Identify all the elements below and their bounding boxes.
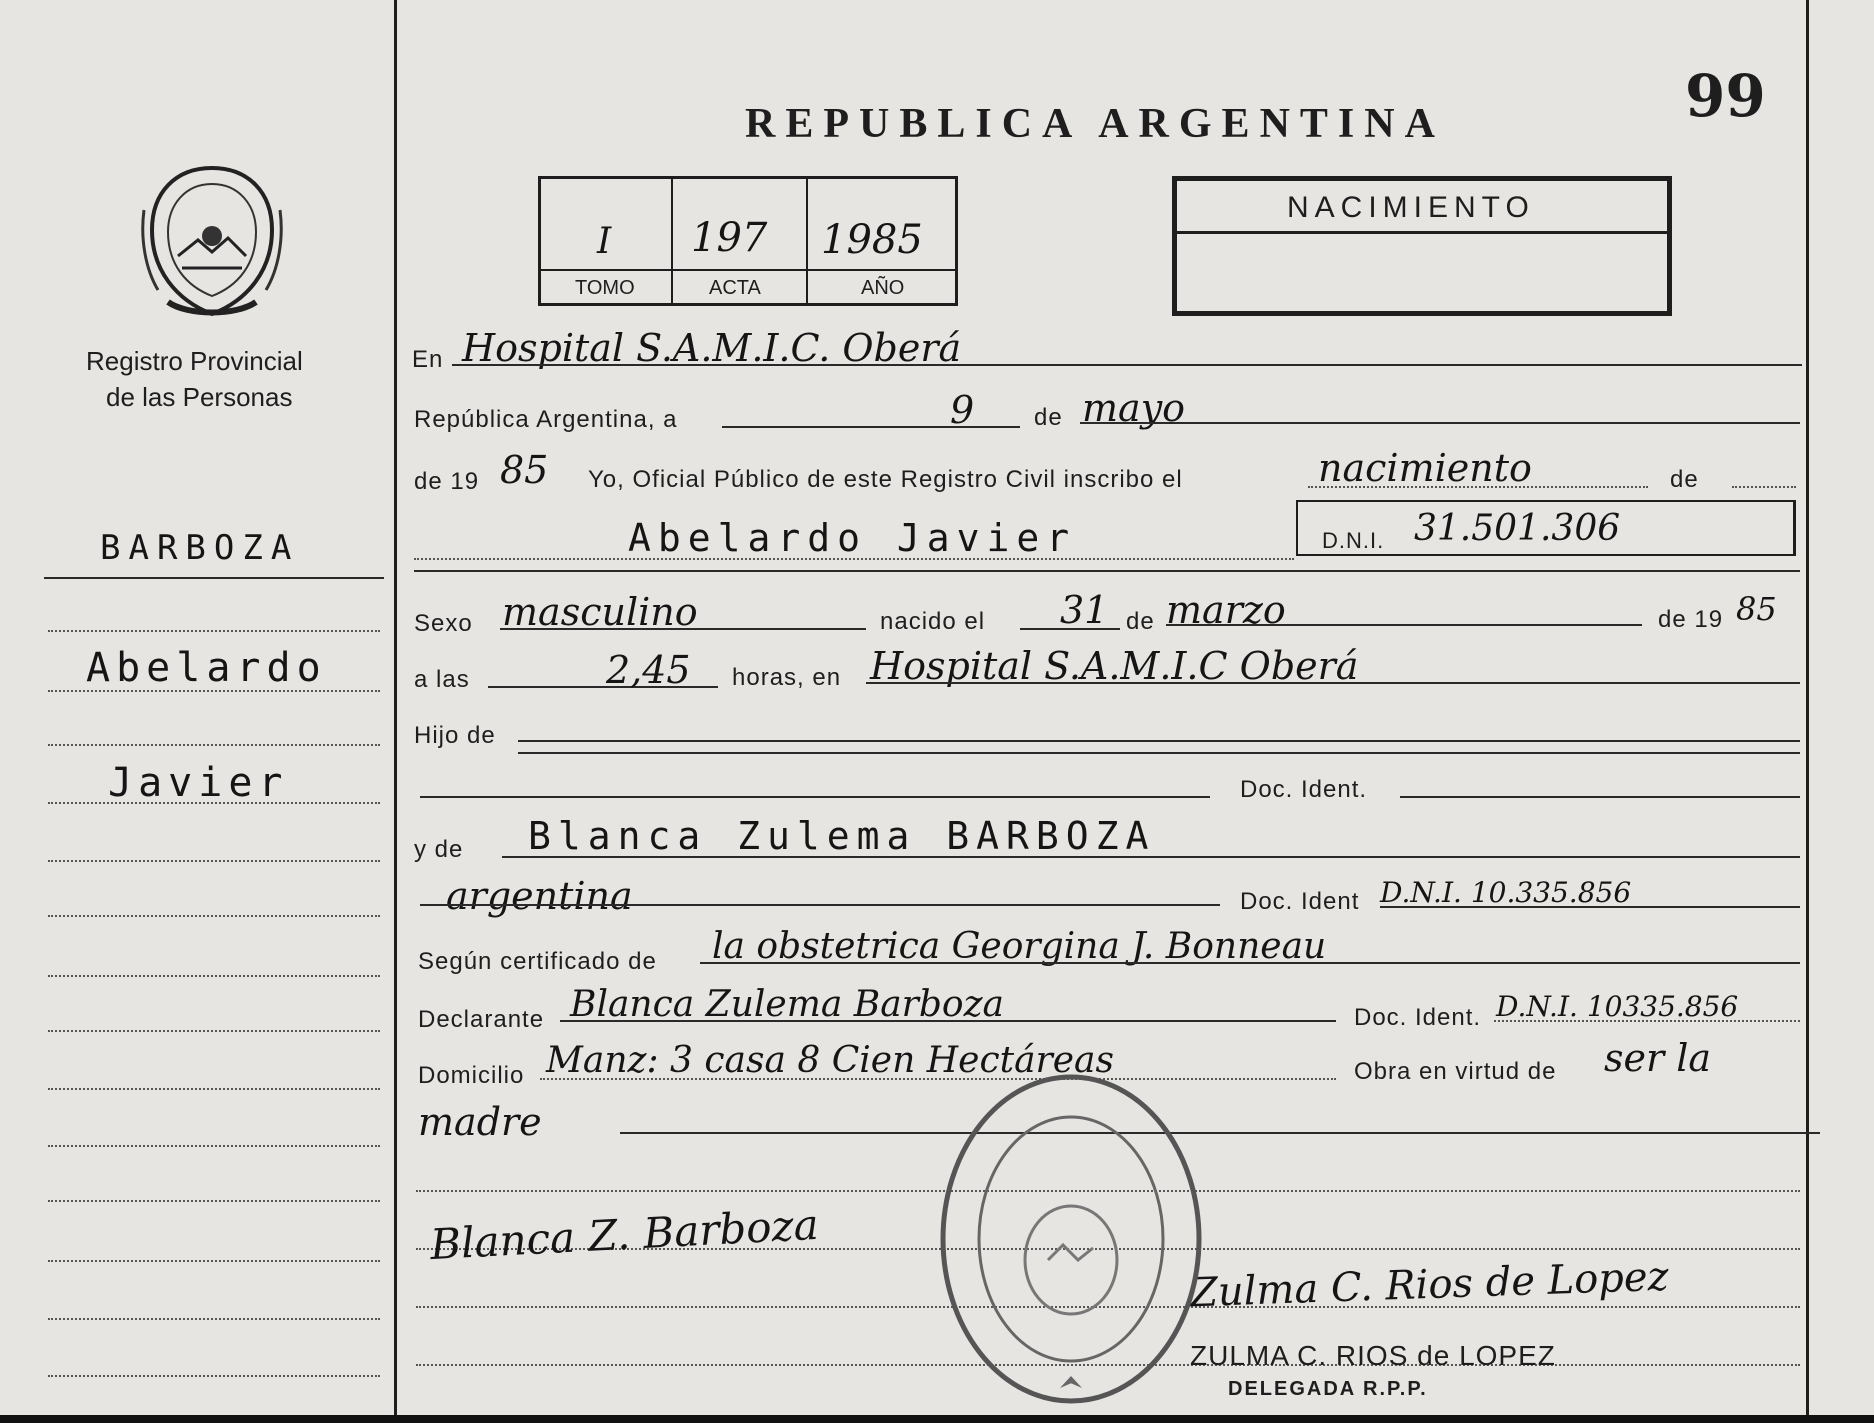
sidebar-dotted-line (48, 802, 380, 804)
sidebar-first-name: Abelardo (86, 645, 327, 691)
label-hijo-de: Hijo de (414, 722, 496, 749)
mother-name-value: Blanca Zulema BARBOZA (528, 814, 1156, 858)
label-domicilio: Domicilio (418, 1062, 525, 1089)
label-segun: Según certificado de (418, 948, 657, 975)
label-y-de: y de (414, 836, 464, 863)
label-a-las: a las (414, 666, 470, 693)
label-de: de (1126, 608, 1155, 635)
sidebar-dotted-line (48, 860, 380, 862)
label-sexo: Sexo (414, 610, 473, 637)
line-father-under (518, 752, 1800, 754)
line-birth-month (1166, 624, 1642, 626)
sidebar-dotted-line (48, 915, 380, 917)
child-dni-value: 31.501.306 (1414, 508, 1621, 549)
declarant-signature: Blanca Z. Barboza (428, 1199, 820, 1270)
record-underline (541, 269, 955, 271)
sidebar-surname: BARBOZA (100, 528, 300, 568)
sidebar-dotted-line (48, 744, 380, 746)
ano-label: AÑO (861, 277, 905, 299)
declarant-doc-value: D.N.I. 10335.856 (1496, 990, 1739, 1023)
label-de-month: de (1034, 404, 1063, 431)
line-certified-by (700, 962, 1800, 964)
record-divider (671, 179, 673, 305)
ano-value: 1985 (821, 217, 923, 263)
declarant-value: Blanca Zulema Barboza (570, 984, 1005, 1025)
label-yo-oficial: Yo, Oficial Público de este Registro Civil inscribo el (588, 466, 1183, 493)
event-value: nacimiento (1318, 446, 1532, 490)
office-name-line2: de las Personas (106, 382, 293, 412)
sidebar-dotted-line (48, 1145, 380, 1147)
day-value: 9 (950, 388, 975, 432)
label-declarante: Declarante (418, 1006, 545, 1033)
sidebar-dotted-line (48, 1260, 380, 1262)
page-number: 99 (1685, 62, 1766, 130)
label-de-19: de 19 (414, 468, 480, 495)
official-signature: Zulma C. Rios de Lopez (1189, 1253, 1670, 1317)
acta-value: 197 (691, 215, 768, 261)
sidebar-second-name: Javier (108, 760, 289, 806)
record-type-underline (1177, 231, 1667, 234)
line-day (722, 426, 1020, 428)
mother-doc-value: D.N.I. 10.335.856 (1380, 876, 1632, 909)
stamp-title: DELEGADA R.P.P. (1228, 1378, 1428, 1400)
label-horas-en: horas, en (732, 664, 842, 691)
line-mother-doc (1380, 906, 1800, 908)
label-en: En (412, 346, 444, 373)
month-value: mayo (1082, 386, 1186, 430)
bottom-edge (0, 1415, 1874, 1423)
provincial-seal (138, 160, 286, 322)
capacity-value-1: ser la (1604, 1036, 1712, 1080)
time-value: 2,45 (606, 648, 691, 692)
sidebar-dotted-line (48, 690, 380, 692)
sidebar-dotted-line (48, 1088, 380, 1090)
record-type-box (1172, 176, 1672, 316)
line-father-doc-value (1400, 796, 1800, 798)
record-type-label: NACIMIENTO (1287, 191, 1535, 224)
line-month (1080, 422, 1800, 424)
right-border (1806, 0, 1809, 1423)
capacity-value-2: madre (418, 1100, 542, 1144)
label-doc-ident: Doc. Ident. (1240, 776, 1368, 803)
birth-year-suffix-value: 85 (1736, 590, 1777, 628)
dni-label: D.N.I. (1322, 528, 1385, 553)
tomo-value: I (597, 221, 612, 262)
sidebar-dotted-line (48, 1375, 380, 1377)
label-nacido-el: nacido el (880, 608, 986, 635)
sidebar-dotted-line (48, 630, 380, 632)
official-seal-graphic (938, 1070, 1204, 1408)
label-de-end: de (1670, 466, 1699, 493)
sidebar-divider (394, 0, 397, 1423)
line-birth-place (866, 682, 1800, 684)
line-declarant (560, 1020, 1336, 1022)
line-mother-nationality (420, 904, 1220, 906)
sidebar-surname-rule (44, 577, 384, 579)
stamp-name: ZULMA C. RIOS de LOPEZ (1190, 1340, 1556, 1371)
office-name-line1: Registro Provincial (86, 346, 303, 376)
line-birth-day (1020, 628, 1120, 630)
tomo-label: TOMO (575, 277, 635, 299)
line-declarant-doc (1494, 1020, 1800, 1022)
line-child-name (414, 558, 1294, 560)
acta-label: ACTA (709, 277, 761, 299)
country-title: REPUBLICA ARGENTINA (745, 101, 1445, 147)
sidebar-dotted-line (48, 1200, 380, 1202)
line-father (518, 740, 1800, 742)
record-box (538, 176, 958, 306)
line-father-doc (420, 796, 1210, 798)
mother-nationality-value: argentina (446, 874, 633, 918)
line-de-end (1732, 486, 1796, 488)
sidebar-dotted-line (48, 1318, 380, 1320)
child-name-value: Abelardo Javier (628, 516, 1077, 560)
label-de-19b: de 19 (1658, 606, 1724, 633)
dni-box (1296, 500, 1796, 556)
year-suffix-value: 85 (500, 448, 549, 492)
line-capacity (620, 1132, 1820, 1134)
sidebar-dotted-line (48, 1030, 380, 1032)
line-place (452, 364, 1802, 366)
address-value: Manz: 3 casa 8 Cien Hectáreas (546, 1040, 1114, 1081)
label-doc-ident-2: Doc. Ident (1240, 888, 1360, 915)
sidebar-dotted-line (48, 975, 380, 977)
birth-place-value: Hospital S.A.M.I.C Oberá (870, 644, 1359, 688)
place-value: Hospital S.A.M.I.C. Oberá (462, 326, 962, 370)
label-doc-ident-3: Doc. Ident. (1354, 1004, 1482, 1031)
official-seal (938, 1070, 1204, 1408)
sex-value: masculino (502, 590, 698, 634)
line-sex (500, 628, 866, 630)
line-mother (502, 856, 1800, 858)
certified-by-value: la obstetrica Georgina J. Bonneau (712, 926, 1327, 967)
record-divider (806, 179, 808, 305)
label-obra: Obra en virtud de (1354, 1058, 1557, 1085)
birth-month-value: marzo (1166, 588, 1286, 632)
provincial-seal-emblem (138, 160, 286, 322)
line-event (1308, 486, 1648, 488)
label-republica-a: República Argentina, a (414, 406, 678, 433)
birth-day-value: 31 (1060, 588, 1109, 632)
line-after-name (414, 570, 1800, 572)
